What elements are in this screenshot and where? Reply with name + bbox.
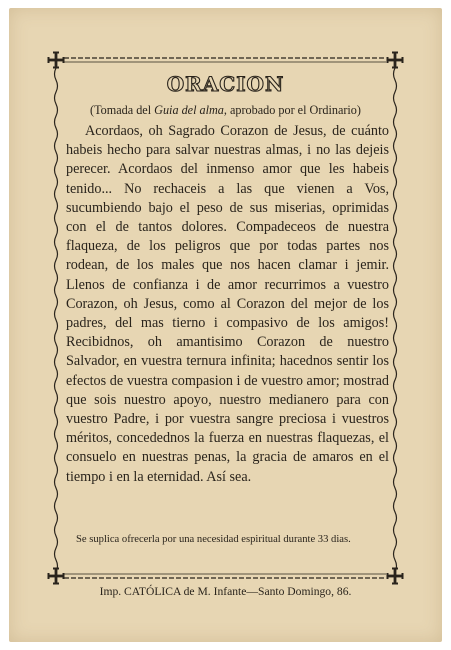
devotion-note-text: Se suplica ofrecerla por una necesidad espiritual durante 33 dias.	[76, 534, 351, 545]
printer-imprint: Imp. CATÓLICA de M. Infante—Santo Domingo, 86.	[99, 585, 352, 598]
devotion-note	[66, 534, 389, 546]
subtitle-suffix: , aprobado por el Ordinario)	[223, 103, 361, 117]
prayer-paragraph: Acordaos, oh Sagrado Corazon de Jesus, de cuánto habeis hecho para salvar nuestras almas, i no las dejeis perecer. Acordaos del inmenso amor que les habeis tenido... No rechaceis a las que vienen a Vos, sucumbiendo bajo el peso de sus miserias, oprimidas con el de tantos dolores. Compadeceos de nuestra flaqueza, de los peligros que por todas partes nos rodean, de los males que nos hacen clamar i jemir. Llenos de confianza i de amor recurrimos a vuestro Corazon, oh Jesus, como al Corazon del mejor de los padres, del mas tierno i compasivo de los amigos! Recibidnos, oh amantisimo Corazon de nuestro Salvador, en vuestra ternura infinita; hacednos sentir los efectos de vuestra compasion i de vuestro amor; mostrad que sois nuestro apoyo, nuestro medianero para con vuestro Padre, i por vuestra sangre preciosa i vuestros méritos, concedednos la fuerza en nuestras flaquezas, el consuelo en nuestras penas, la gracia de amaros en el tiempo i en la eternidad. Así sea.	[66, 123, 389, 485]
corner-cross-icon	[48, 52, 65, 69]
corner-cross-icon	[387, 52, 404, 69]
corner-cross-icon	[387, 568, 404, 585]
subtitle-prefix: (Tomada del	[90, 103, 155, 117]
corner-cross-icon	[48, 568, 65, 585]
prayer-title: ORACION	[166, 72, 285, 96]
subtitle-book-title: Guia del alma	[154, 103, 224, 117]
prayer-subtitle	[50, 103, 401, 118]
prayer-text	[66, 122, 389, 487]
